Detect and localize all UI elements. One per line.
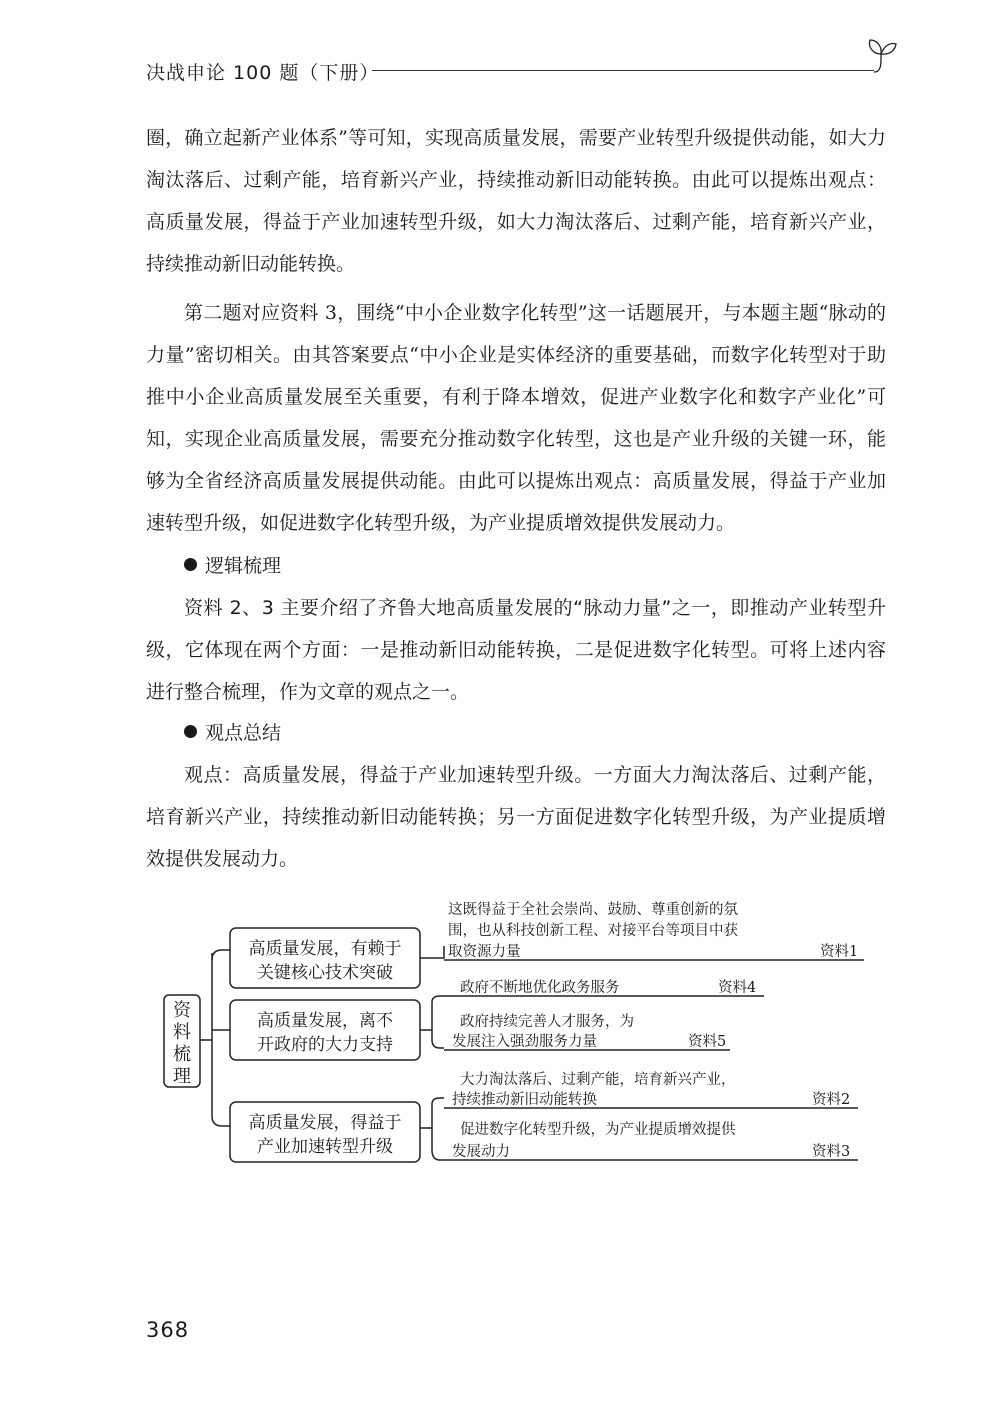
root-char: 梳	[173, 1044, 191, 1065]
paragraph-logic: 资料 2、3 主要介绍了齐鲁大地高质量发展的“脉动力量”之一，即推动产业转型升级，它体现在两个方面：一是推动新旧动能转换，二是促进数字化转型。可将上述内容进行整合梳理，作为文章的观点之一。	[146, 597, 886, 703]
branch-connector	[212, 950, 230, 960]
leaf-text: 这既得益于全社会崇尚、鼓励、尊重创新的氛	[448, 902, 738, 918]
leaf-connector	[420, 996, 444, 1048]
running-header: 决战申论 100 题（下册）	[146, 62, 380, 84]
branch-label: 高质量发展，得益于	[248, 1113, 402, 1133]
section-heading-label: 逻辑梳理	[205, 555, 282, 577]
paragraph-question-two: 第二题对应资料 3，围绕“中小企业数字化转型”这一话题展开，与本题主题“脉动的力量”密切相关。由其答案要点“中小企业是实体经济的重要基础，而数字化转型对于助推中小企业高质量发展至关重要，有利于降本增效，促进产业数字化和数字产业化”可知，实现企业高质量发展，需要充分推动数字化转型，这也是产业升级的关键一环，能够为全省经济高质量发展提供动能。由此可以提炼出观点：高质量发展，得益于产业加速转型升级，如促进数字化转型升级，为产业提质增效提供发展动力。	[146, 302, 886, 534]
sprout-icon	[864, 36, 898, 74]
leaf-text: 促进数字化转型升级，为产业提质增效提供	[460, 1122, 736, 1138]
section-heading-summary	[184, 712, 281, 754]
page-number: 368	[146, 1318, 190, 1342]
branch-connector	[212, 1116, 230, 1126]
branch-label: 高质量发展，离不	[257, 1011, 393, 1031]
leaf-text: 发展注入强劲服务力量	[452, 1034, 597, 1050]
source-tag: 资料5	[688, 1034, 727, 1050]
branch-label: 关键核心技术突破	[257, 963, 393, 983]
paragraph-continued: 圈，确立起新产业体系”等可知，实现高质量发展，需要产业转型升级提供动能，如大力淘汰落后、过剩产能，培育新兴产业，持续推动新旧动能转换。由此可以提炼出观点：高质量发展，得益于产业加速转型升级，如大力淘汰落后、过剩产能，培育新兴产业，持续推动新旧动能转换。	[146, 127, 886, 275]
root-char: 资	[173, 1000, 191, 1021]
source-tag: 资料2	[812, 1092, 851, 1108]
branch-label: 高质量发展，有赖于	[248, 939, 402, 959]
section-heading-label: 观点总结	[205, 722, 282, 744]
bullet-dot-icon	[184, 725, 197, 738]
branch-label: 开政府的大力支持	[257, 1035, 393, 1055]
leaf-text: 政府不断地优化政务服务	[460, 980, 620, 996]
root-char: 料	[173, 1022, 191, 1043]
paragraph-summary: 观点：高质量发展，得益于产业加速转型升级。一方面大力淘汰落后、过剩产能，培育新兴产业，持续推动新旧动能转换；另一方面促进数字化转型升级，为产业提质增效提供发展动力。	[146, 764, 886, 870]
leaf-text: 发展动力	[452, 1144, 510, 1160]
section-heading-logic	[184, 545, 281, 587]
leaf-connector	[420, 1098, 444, 1160]
bullet-dot-icon	[184, 558, 197, 571]
leaf-text: 围，也从科技创新工程、对接平台等项目中获	[448, 923, 738, 939]
root-char: 理	[173, 1066, 191, 1087]
source-tag: 资料3	[812, 1144, 851, 1160]
leaf-text: 政府持续完善人才服务，为	[460, 1014, 634, 1030]
materials-mind-map	[0, 880, 1000, 1180]
root-connector	[200, 953, 212, 1116]
header-rule	[372, 70, 874, 71]
branch-label: 产业加速转型升级	[257, 1137, 393, 1157]
leaf-text: 持续推动新旧动能转换	[452, 1092, 597, 1108]
source-tag: 资料1	[820, 944, 859, 960]
leaf-connector	[420, 946, 444, 958]
leaf-text: 取资源力量	[448, 944, 521, 960]
source-tag: 资料4	[718, 980, 757, 996]
leaf-text: 大力淘汰落后、过剩产能，培育新兴产业，	[460, 1072, 736, 1088]
